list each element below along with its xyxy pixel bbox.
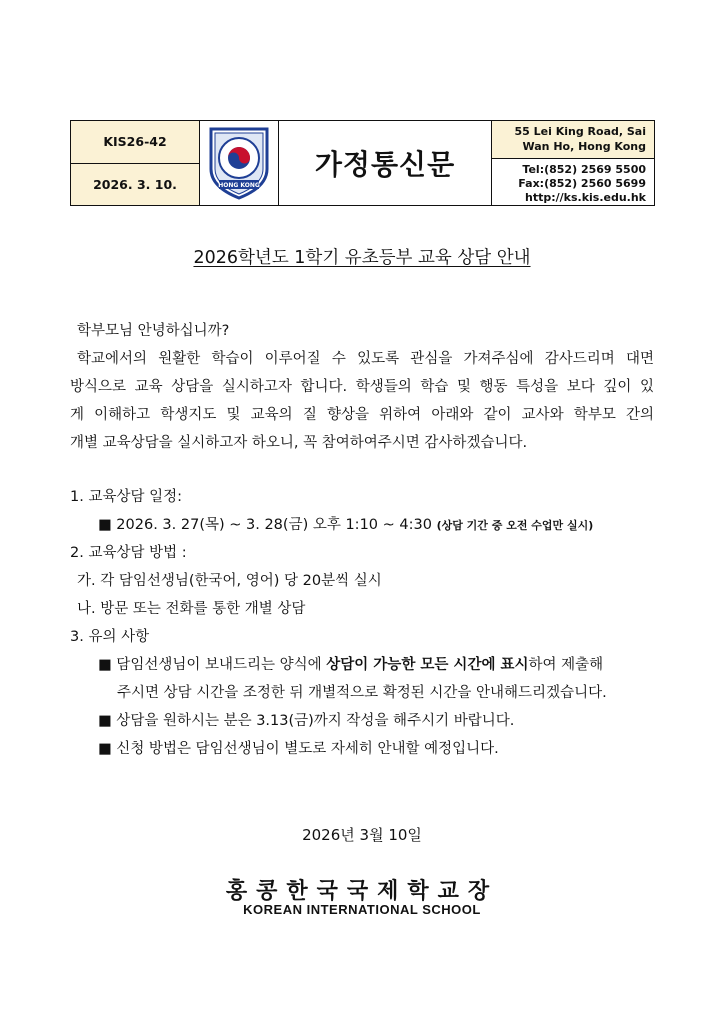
greeting: 학부모님 안녕하십니까?: [77, 323, 230, 339]
section-2-title: 2. 교육상담 방법 :: [70, 545, 187, 561]
document-title-text: 2026학년도 1학기 유초등부 교육 상담 안내: [193, 248, 531, 268]
school-name-korean: 홍콩한국국제학교장: [225, 879, 499, 904]
section-2-item-b: 나. 방문 또는 전화를 통한 개별 상담: [77, 601, 306, 617]
contact-info: [492, 159, 654, 205]
school-logo: [200, 121, 279, 205]
section-3-title: 3. 유의 사항: [70, 629, 150, 645]
section-3-bullet-1-continued: 주시면 상담 시간을 조정한 뒤 개별적으로 확정된 시간을 안내해드리겠습니다.: [117, 685, 607, 701]
section-3-bullet-2: ■ 상담을 원하시는 분은 3.13(금)까지 작성을 해주시기 바랍니다.: [98, 713, 515, 729]
bullet-1-emphasis: 상담이 가능한 모든 시간에 표시: [326, 657, 529, 673]
section-3-bullet-3: ■ 신청 방법은 담임선생님이 별도로 자세히 안내할 예정입니다.: [98, 741, 499, 757]
address-line-1: 55 Lei King Road, Sai: [514, 125, 646, 138]
document-number: KIS26-42: [71, 121, 199, 164]
bullet-1-pre: ■ 담임선생님이 보내드리는 양식에: [98, 657, 327, 673]
letterhead-meta: [71, 121, 200, 205]
school-address: [492, 121, 654, 159]
intro-line-2: 방식으로 교육 상담을 실시하고자 합니다. 학생들의 학습 및 행동 특성을 보다 깊이 있: [70, 379, 654, 395]
section-1-title: 1. 교육상담 일정:: [70, 489, 182, 505]
tel: Tel:(852) 2569 5500: [522, 163, 646, 176]
section-3-bullet-1: [98, 657, 603, 673]
intro-line-1: 학교에서의 원활한 학습이 이루어질 수 있도록 관심을 가져주심에 감사드리며 대면: [77, 351, 654, 367]
intro-line-4: 개별 교육상담을 실시하고자 하오니, 꼭 참여하여주시면 감사하겠습니다.: [70, 435, 528, 451]
bullet-1-post: 하여 제출해: [528, 657, 604, 673]
section-2-item-a: 가. 각 담임선생님(한국어, 영어) 당 20분씩 실시: [77, 573, 382, 589]
document-title: [0, 244, 724, 269]
schedule-note: (상담 기간 중 오전 수업만 실시): [436, 519, 594, 532]
section-1-schedule: [98, 517, 593, 534]
signature-date: 2026년 3월 10일: [302, 826, 422, 844]
school-name-english: KOREAN INTERNATIONAL SCHOOL: [243, 902, 481, 917]
logo-hong-kong-text: HONG KONG: [218, 182, 260, 189]
fax: Fax:(852) 2560 5699: [518, 177, 646, 190]
school-contact: [492, 121, 654, 205]
website: http://ks.kis.edu.hk: [525, 191, 646, 204]
document-date: 2026. 3. 10.: [71, 164, 199, 206]
schedule-text: ■ 2026. 3. 27(목) ~ 3. 28(금) 오후 1:10 ~ 4:30: [98, 517, 432, 533]
letterhead: [70, 120, 655, 206]
intro-line-3: 게 이해하고 학생지도 및 교육의 질 향상을 위하여 아래와 같이 교사와 학부모 간의: [70, 407, 654, 423]
letter-title: 가정통신문: [279, 121, 492, 205]
address-line-2: Wan Ho, Hong Kong: [522, 140, 646, 153]
school-crest-icon: [206, 125, 272, 201]
